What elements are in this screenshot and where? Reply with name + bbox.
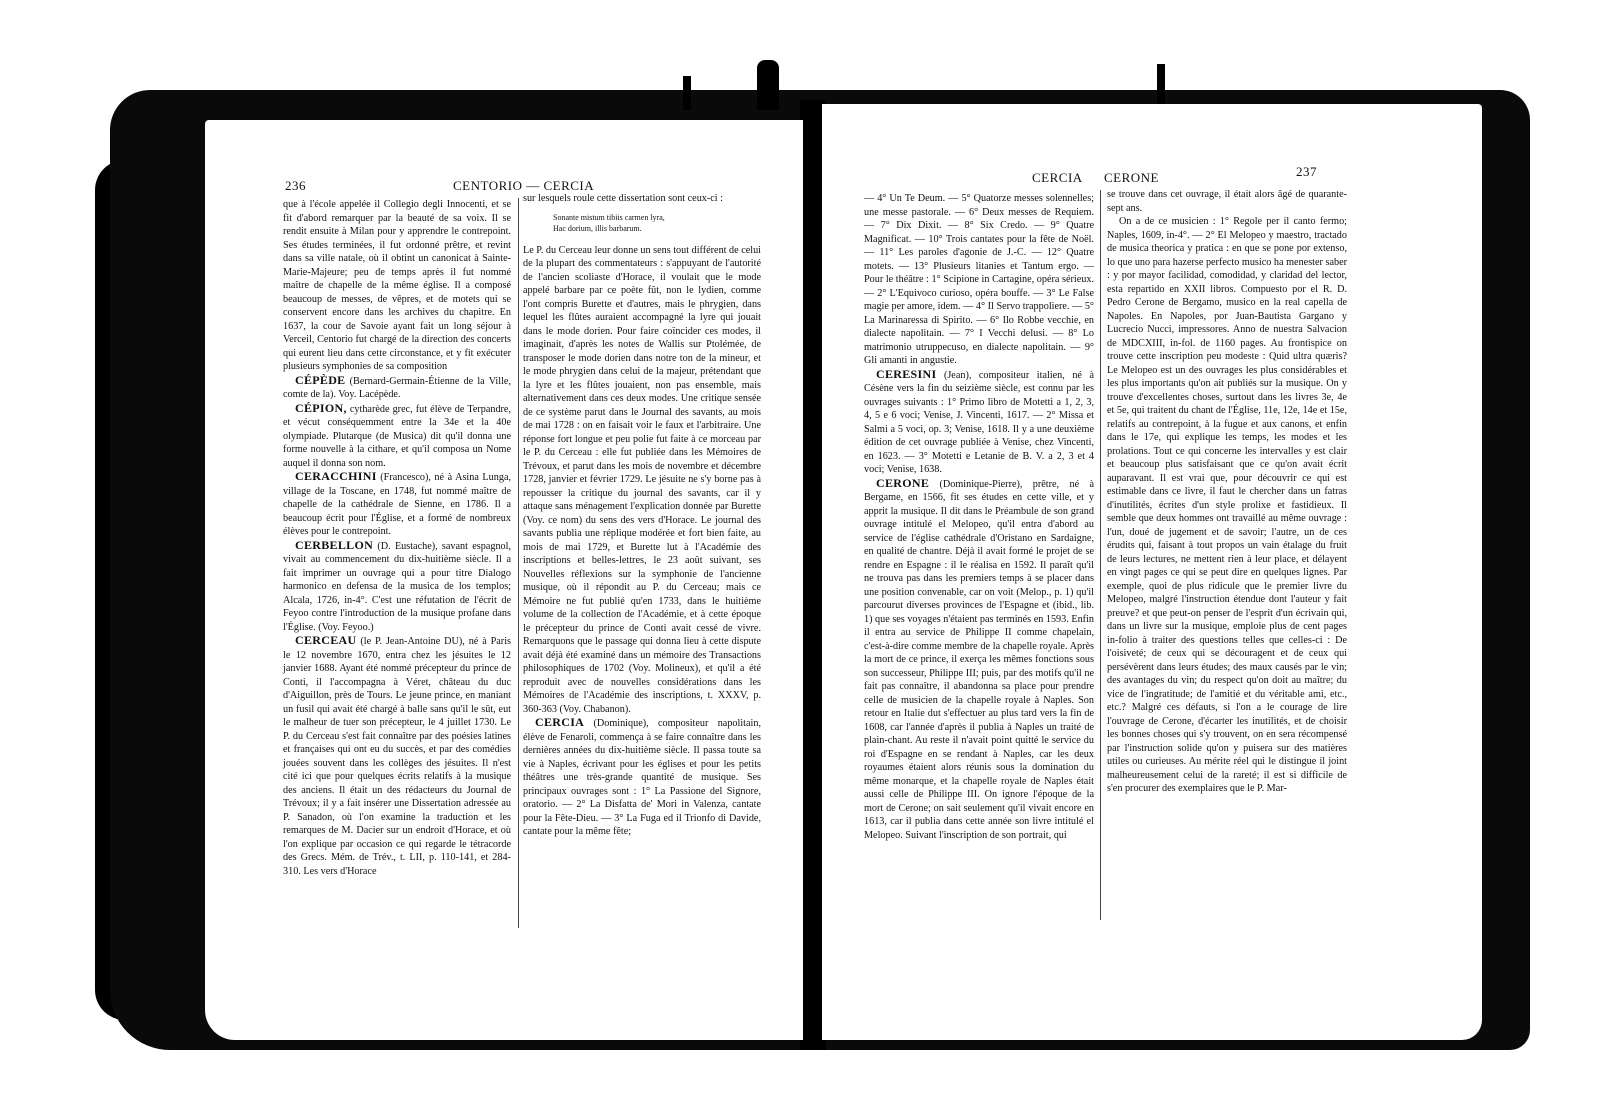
entry-text: (D. Eustache), savant espagnol, vivait au commencement du dix-huitième siècle. Il a fait imprimer un ouvrage qui a pour titre Dialogo harmonico en defensa de la musica de los templos; Alcala, 1726, in-4°. C'est une réfutation de l'écrit de Feyoo contre l'introduction de la musique profane dans l'Église. (Voy. Feyoo.) xyxy=(283,540,512,633)
left-column-2 xyxy=(523,192,761,839)
entry-text: cytharède grec, fut élève de Terpandre, et vécut conséquemment entre la 34e et la 40e olympiade. Plutarque (de Musica) dit qu'il donna une forme nouvelle à la cithare, et qu'il composa un Nome auquel il donna son nom. xyxy=(283,403,512,469)
dictionary-entry xyxy=(283,634,511,878)
column-rule xyxy=(518,198,519,928)
running-head: CENTORIO — CERCIA xyxy=(453,178,595,193)
dictionary-entry xyxy=(283,402,511,471)
entry-headword: CERCIA xyxy=(535,715,585,729)
right-column-1 xyxy=(864,192,1094,842)
dictionary-entry xyxy=(864,368,1094,477)
page-number: 236 xyxy=(285,178,306,193)
right-column-2 xyxy=(1107,188,1347,796)
entry-text: (Bernard-Germain-Étienne de la Ville, comte de la). Voy. Lacépède. xyxy=(283,375,511,400)
entry-headword: CERONE xyxy=(876,475,930,490)
entry-text: On a de ce musicien : 1° Regole per il canto fermo; Naples, 1609, in-4°. — 2° El Melopeo y maestro, tractado de musica theorica y pratica : en que se pone por extenso, lo que uno para hazerse perfecto musico ha menester saber : y por mayor facilidad, comodidad, y claridad del lector, esta repartido en XXII libros. Compuesto por el R. D. Pedro Cerone de Bergamo, musico en la real capella de Napoles. En Napoles, por Juan-Bautista Gargano y Lucrecio Nucci, impressores. Anno de nuestra Salvacion de MDCXIII, in-fol. de 1160 pages. Au frontispice on trouve cette inscription peu modeste : Quid ultra quæris? Le Melopeo est un des ouvrages les plus considérables et les plus importants qu'on ait publiés sur la musique. On y trouve d'excellentes choses, surtout dans les livres 3e, 4e et 5e, qui traitent du chant de l'Église, 11e, 12e, 14e et 15e, relatifs au contrepoint, à la fugue et aux canons, et enfin dans le 17e, qui explique les temps, les modes et les prolations. Tout ce qui concerne les intervalles y est clair et beaucoup plus satisfaisant que ce qu'on avait écrit auparavant. Il est vrai que, pour découvrir ce qui est estimable dans ce livre, il faut le chercher dans un fatras d'inutilités, écrites d'un style prolixe et fastidieux. Il semble que deux hommes ont travaillé au même ouvrage : l'un, doué de jugement et de savoir; l'autre, un de ces érudits qui, faisant à tout propos un vain étalage du fruit de leurs lectures, ne mettent rien à leur place, et délayent en vingt pages ce qui se peut dire en quelques lignes. Par exemple, quoi de plus ridicule que le premier livre du Melopeo, malgré l'instruction étendue dont l'auteur y fait preuve? et que peut-on penser de l'esprit d'un écrivain qui, dans un livre sur la musique, emploie plus de cent pages in-folio à traiter des questions telles que celles-ci : De l'oisiveté; de ceux qui se découragent et de ceux qui persévèrent dans leurs études; des maux causés par le vin; des avantages du vin; du respect qu'on doit au maître; du vice de l'ingratitude; de l'amitié et du véritable ami, etc., etc.? Malgré ces défauts, si l'on a le courage de lire l'ouvrage de Cerone, d'écarter les inutilités, et de choisir les bonnes choses qui s'y trouvent, on en sera récompensé par l'instruction solide qu'on y puisera sur des matières utiles ou curieuses. Au mérite réel qui le distingue il joint malheureusement celui de la rareté; il est si difficile de s'en procurer des exemplaires que le P. Mar- xyxy=(1107,216,1347,794)
text-paragraph xyxy=(523,244,761,717)
text-paragraph xyxy=(1107,215,1347,796)
entry-text: (Dominique), compositeur napolitain, élève de Fenaroli, commença à se faire connaître dans les dernières années du dix-huitième siècle. Il passa toute sa vie à Naples, écrivant pour les églises et pour les petits théâtres une très-grande quantité de musique. Ses principaux ouvrages sont : 1° La Passione del Signore, oratorio. — 2° La Disfatta de' Mori in Valenza, cantate pour la Fête-Dieu. — 3° La Fuga ed il Trionfo di Davide, cantate pour la même fête; xyxy=(523,718,761,837)
entry-headword: CÉPION, xyxy=(295,400,347,415)
column-intro: sur lesquels roule cette dissertation sont ceux-ci : xyxy=(523,193,724,204)
quote-line: Sonante mistum tibiis carmen lyra, xyxy=(553,212,665,222)
binding-tab xyxy=(757,60,779,110)
entry-headword: CERESINI xyxy=(876,366,937,381)
right-page xyxy=(822,104,1482,1040)
binding-tab xyxy=(683,76,691,110)
entry-text: (le P. Jean-Antoine DU), né à Paris le 12 novembre 1670, entra chez les jésuites le 12 janvier 1688. Ayant été nommé précepteur du prince de Conti, il l'accompagna à Véret, château du duc d'Aiguillon, près de Tours. Le jeune prince, en maniant un fusil qui avait été chargé à balle sans qu'il le sût, eut le malheur de tuer son précepteur, le 4 juillet 1730. Le P. du Cerceau s'est fait connaître par des poésies latines et françaises qui ont eu du succès, et par des comédies jouées souvent dans les collèges des jésuites. Il n'est cité ici que pour quelques écrits relatifs à la musique des anciens. Il était un des rédacteurs du Journal de Trévoux; il y a fait insérer une Dissertation adressée au P. Sanadon, où l'on examine la traduction et les remarques de M. Dacier sur un endroit d'Horace, et où l'on explique par occasion ce qui regarde le tétracorde des Grecs. Mém. de Trév., t. LII, p. 110-141, et 284-310. Les vers d'Horace xyxy=(283,636,511,877)
entry-headword: CERCEAU xyxy=(295,633,357,647)
entry-text: que à l'école appelée il Collegio degli Innocenti, et se fit d'abord remarquer par la beauté de sa voix. Il se rendit ensuite à Milan pour y apprendre le contrepoint. Ses études terminées, il fut ordonné prêtre, et revint dans sa ville natale, où il obtint un canonicat à Sainte-Marie-Majeure; peu de temps après il fut nommé maître de chapelle de la même église. Il a composé beaucoup de messes, de vêpres, et de motets qui se conservent encore dans les archives du chapitre. En 1637, la cour de Savoie ayant fait un long séjour à Verceil, Centorio fut chargé de la direction des concerts qui eurent lieu dans cette circonstance, et y fit exécuter plusieurs symphonies de sa composition xyxy=(283,199,511,372)
dictionary-entry xyxy=(283,470,511,539)
text-paragraph xyxy=(864,192,1094,368)
quote-line: Hac dorium, illis barbarum. xyxy=(553,223,642,233)
latin-quote xyxy=(523,212,761,234)
dictionary-entry xyxy=(864,477,1094,843)
entry-headword: CERACCHINI xyxy=(295,469,377,483)
running-head-right: CERONE xyxy=(1104,170,1159,185)
entry-text: (Jean), compositeur italien, né à Césène vers la fin du seizième siècle, est connu par les ouvrages suivants : 1° Primo libro de Motetti a 1, 2, 3, 4, 5 e 6 voci; Venise, J. Vincenti, 1617. — 2° Missa et Salmi a 5 voci, op. 3; Venise, 1618. Il y a une deuxième édition de cet ouvrage publiée à Venise, chez Vincenti, en 1623. — 3° Motetti e Letanie de B. V. a 2, 3 et 4 voci; Venise, 1638. xyxy=(864,369,1095,475)
entry-headword: CERBELLON xyxy=(295,537,374,552)
binding-tab xyxy=(1157,64,1165,104)
entry-text: (Dominique-Pierre), prêtre, né à Bergame, en 1566, fit ses études en cette ville, et y apprit la musique. Il dit dans le Préambule de son grand ouvrage intitulé el Melopeo, qu'il entra d'abord au service de l'église cathédrale d'Oristano en Sardaigne, en qualité de chantre. Déjà il avait formé le projet de se rendre en Espagne : il le réalisa en 1592. Il paraît qu'il ne trouva pas dans les premiers temps à se placer dans une position convenable, car on voit (Melop., p. 1) qu'il parcourut diverses provinces de l'Espagne et (ibid., lib. 1) que ses voyages n'étaient pas terminés en 1593. Enfin il entra au service de Philippe II comme chapelain, c'est-à-dire comme membre de la chapelle royale. Après la mort de ce prince, il exerça les mêmes fonctions sous son successeur, Philippe III; puis, par des motifs qu'il ne fait pas connaître, il abandonna sa place pour prendre celle de musicien de la chapelle royale à Naples. Son retour en Italie dut s'effectuer au plus tard vers la fin de 1608, car l'année d'après il publia à Naples un traité de plain-chant. Au reste il n'avait point quitté le service du roi d'Espagne en se rendant à Naples, car les deux royaumes étaient alors réunis sous la domination du même monarque, et la chapelle royale de Naples était aussi celle de Philippe III. On ignore l'époque de la mort de Cerone; on sait seulement qu'il vivait encore en 1613, car il publia dans cette année son livre intitulé el Melopeo. Suivant l'inscription de son portrait, qui xyxy=(864,478,1095,841)
column-rule xyxy=(1100,190,1101,920)
left-page xyxy=(205,120,803,1040)
text-paragraph xyxy=(283,198,511,374)
left-column-1 xyxy=(283,198,511,878)
dictionary-entry xyxy=(523,716,761,839)
page-number: 237 xyxy=(1296,164,1317,179)
text-paragraph xyxy=(1107,188,1347,215)
dictionary-entry xyxy=(283,539,511,635)
entry-text: se trouve dans cet ouvrage, il était alors âgé de quarante-sept ans. xyxy=(1107,189,1347,214)
entry-headword: CÉPÈDE xyxy=(295,372,346,387)
entry-text: — 4° Un Te Deum. — 5° Quatorze messes solennelles; une messe pastorale. — 6° Deux messes de Requiem. — 7° Dix Dixit. — 8° Six Credo. — 9° Quatre Magnificat. — 10° Trois cantates pour la fête de Noël. — 11° Les paroles d'agonie de J.-C. — 12° Quatre motets. — 13° Plusieurs litanies et Tantum ergo. — Pour le théâtre : 1° Scipione in Cartagine, opéra sérieux. — 2° L'Equivoco curioso, opéra bouffe. — 3° Le False magie per amore, idem. — 4° Il Servo trappoliere. — 5° La Marinaressa di Spirito. — 6° Ilo Robbe vecchie, en dialecte napolitain. — 7° I Vecchi delusi. — 8° Lo matrimonio utruppecuso, en dialecte napolitain. — 9° Gli amanti in angustie. xyxy=(864,193,1094,366)
running-head-left: CERCIA xyxy=(1032,170,1083,185)
entry-text: Le P. du Cerceau leur donne un sens tout différent de celui de la plupart des commentateurs : s'appuyant de l'autorité de l'ancien scoliaste d'Horace, il voulait que le mode appelé barbare par ce poète fût, non le lydien, comme l'ont compris Burette et d'autres, mais le phrygien, dans lequel les flûtes auraient accompagné la lyre qui jouait dans le mode dorien. Pour faire coïncider ces modes, il imaginait, d'après les notes de Wallis sur Ptolémée, de transposer le mode dorien dans notre ton de la mineur, et le mode phrygien dans celui de la majeur, prétendant que la lyre et les flûtes jouaient, non pas ensemble, mais alternativement dans ces deux modes. Une critique sensée de ce système parut dans le Journal des savants, au mois de mai 1728 : on en faisait voir le faux et l'arbitraire. Une réponse fort longue et peu polie fut faite à ce morceau par le P. du Cerceau : elle fut publiée dans les Mémoires de Trévoux, et parut dans les mois de novembre et décembre 1728, janvier et février 1729. Le jésuite ne s'y borne pas à repousser la critique du journal des savants, car il y attaque sans ménagement l'explication donnée par Burette (Voy. ce nom) du sens des vers d'Horace. Le journal des savants publia une réplique modérée et fort bien faite, au mois de mai 1729, et Burette lut à l'Académie des inscriptions et belles-lettres, le 23 août suivant, ses Nouvelles réflexions sur la symphonie de l'ancienne musique, où il répondit au P. du Cerceau; mais ce Mémoire ne fut publié qu'en 1733, dans le huitième volume de la collection de l'Académie, et à cette époque le précepteur du prince de Conti avait cessé de vivre. Remarquons que le passage qui donna lieu à cette dispute avait déjà été examiné dans un mémoire des Transactions philosophiques de 1702 (Voy. Molineux), et qu'il a été reproduit avec de nouvelles considérations dans les Mémoires de l'Académie des inscriptions, t. XXXV, p. 360-363 (Voy. Chabanon). xyxy=(523,244,762,715)
dictionary-entry xyxy=(283,374,511,402)
entry-text: (Francesco), né à Asina Lunga, village de la Toscane, en 1748, fut nommé maître de chapelle de la cathédrale de Sienne, en 1786. Il a beaucoup écrit pour l'Église, et a formé de nombreux élèves pour le contrepoint. xyxy=(283,472,512,537)
